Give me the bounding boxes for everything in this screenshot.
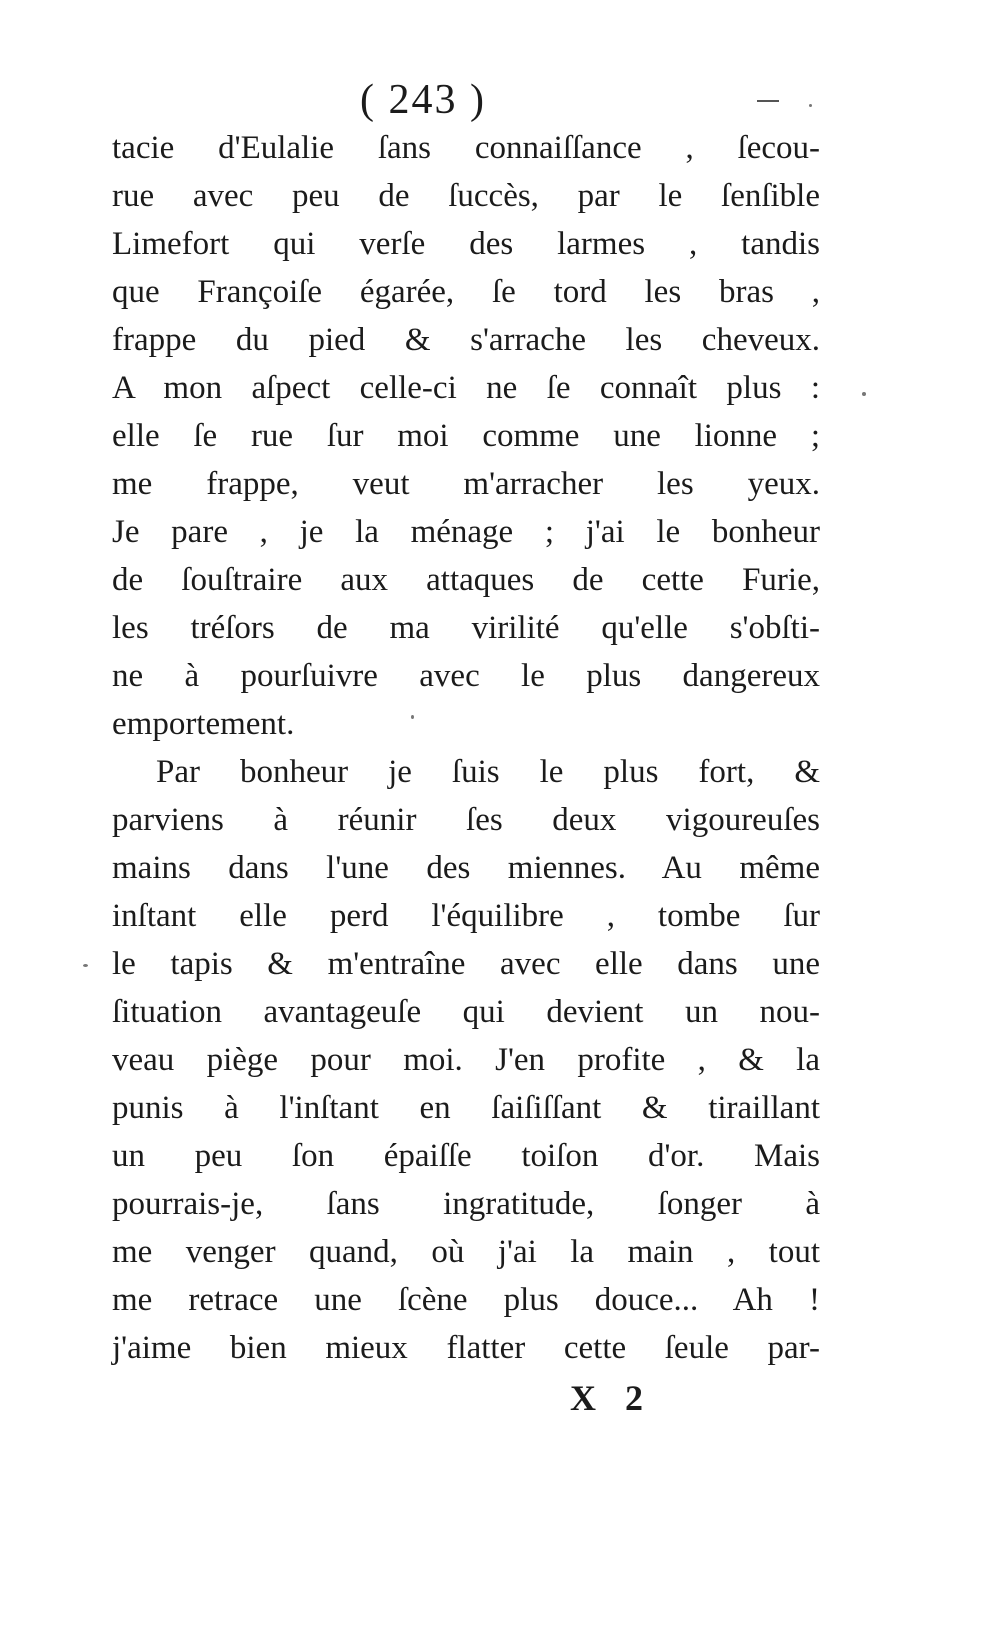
- text-line: me frappe, veut m'arracher les yeux.: [112, 466, 820, 502]
- ink-speck: [809, 104, 812, 107]
- text-line: A mon aſpect celle-ci ne ſe connaît plus :: [112, 370, 820, 406]
- stray-print-mark: [757, 100, 779, 102]
- text-line: les tréſors de ma virilité qu'elle s'obſti-: [112, 610, 820, 646]
- text-line: parviens à réunir ſes deux vigoureuſes: [112, 802, 820, 838]
- text-line: tacie d'Eulalie ſans connaiſſance , ſecou-: [112, 130, 820, 166]
- text-line: me retrace une ſcène plus douce... Ah !: [112, 1282, 820, 1318]
- text-line: punis à l'inſtant en ſaiſiſſant & tiraillant: [112, 1090, 820, 1126]
- text-line: le tapis & m'entraîne avec elle dans une: [112, 946, 820, 982]
- text-line: que Françoiſe égarée, ſe tord les bras ,: [112, 274, 820, 310]
- page-number: ( 243 ): [360, 77, 486, 123]
- text-line: ne à pourſuivre avec le plus dangereux: [112, 658, 820, 694]
- body-text: [112, 124, 820, 1372]
- text-line: pourrais-je, ſans ingratitude, ſonger à: [112, 1186, 820, 1222]
- text-line: rue avec peu de ſuccès, par le ſenſible: [112, 178, 820, 214]
- text-line: veau piège pour moi. J'en profite , & la: [112, 1042, 820, 1078]
- text-line: de ſouſtraire aux attaques de cette Furie,: [112, 562, 820, 598]
- text-line: j'aime bien mieux flatter cette ſeule par-: [112, 1330, 820, 1366]
- signature-mark: X 2: [570, 1378, 653, 1418]
- text-line: frappe du pied & s'arrache les cheveux.: [112, 322, 820, 358]
- ink-speck: [862, 392, 866, 396]
- ink-speck: [411, 715, 414, 719]
- text-line: mains dans l'une des miennes. Au même: [112, 850, 820, 886]
- text-line: me venger quand, où j'ai la main , tout: [112, 1234, 820, 1270]
- ink-speck: [83, 964, 88, 967]
- text-line: elle ſe rue ſur moi comme une lionne ;: [112, 418, 820, 454]
- text-line: emportement.: [112, 706, 295, 742]
- text-line: Je pare , je la ménage ; j'ai le bonheur: [112, 514, 820, 550]
- text-line: un peu ſon épaiſſe toiſon d'or. Mais: [112, 1138, 820, 1174]
- text-line: inſtant elle perd l'équilibre , tombe ſur: [112, 898, 820, 934]
- text-line: ſituation avantageuſe qui devient un nou-: [112, 994, 820, 1030]
- text-line: Limefort qui verſe des larmes , tandis: [112, 226, 820, 262]
- text-line: Par bonheur je ſuis le plus fort, &: [156, 754, 820, 790]
